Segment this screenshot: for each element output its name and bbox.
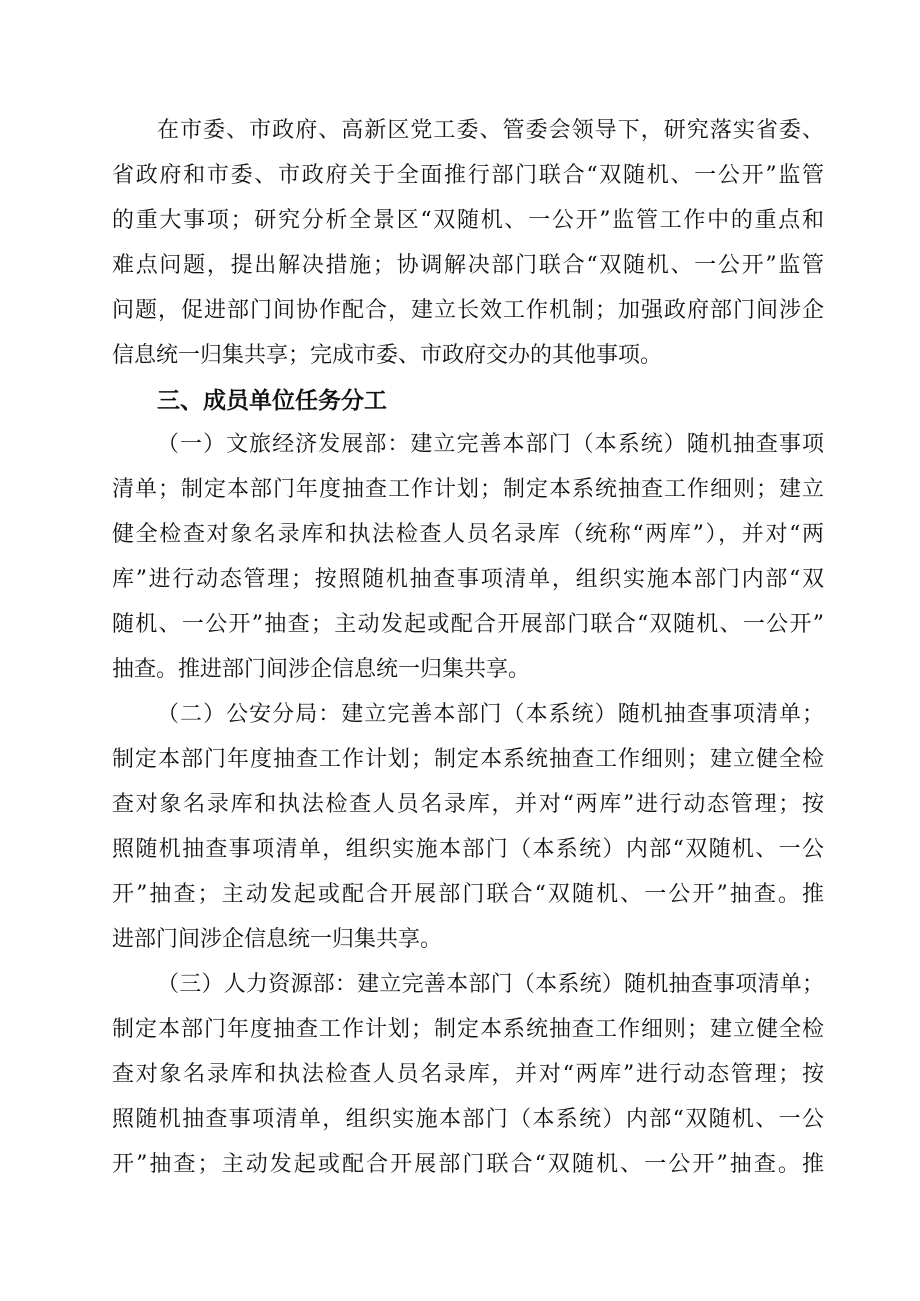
text-line: 问题，促进部门间协作配合，建立长效工作机制；加强政府部门间涉企 bbox=[112, 298, 824, 323]
text-line: 随机、一公开”抽查；主动发起或配合开展部门联合“双随机、一公开” bbox=[112, 612, 824, 637]
text-line: 照随机抽查事项清单，组织实施本部门（本系统）内部“双随机、一公 bbox=[112, 837, 824, 862]
text-line: 抽查。推进部门间涉企信息统一归集共享。 bbox=[112, 657, 531, 682]
paragraph bbox=[112, 113, 824, 383]
text-line: 开”抽查；主动发起或配合开展部门联合“双随机、一公开”抽查。推 bbox=[112, 882, 824, 907]
paragraph bbox=[112, 697, 824, 967]
text-line: 进部门间涉企信息统一归集共享。 bbox=[112, 927, 443, 952]
document-page bbox=[112, 113, 824, 1192]
text-line: 查对象名录库和执法检查人员名录库，并对“两库”进行动态管理；按 bbox=[112, 1062, 824, 1087]
text-line: 查对象名录库和执法检查人员名录库，并对“两库”进行动态管理；按 bbox=[112, 792, 824, 817]
section-heading-block bbox=[112, 383, 824, 427]
paragraph bbox=[112, 967, 824, 1192]
text-line: （三）人力资源部：建立完善本部门（本系统）随机抽查事项清单； bbox=[157, 972, 824, 997]
text-line: 健全检查对象名录库和执法检查人员名录库（统称“两库”），并对“两 bbox=[112, 522, 824, 547]
section-heading: 三、成员单位任务分工 bbox=[157, 387, 387, 414]
text-line: 的重大事项；研究分析全景区“双随机、一公开”监管工作中的重点和 bbox=[112, 208, 824, 233]
text-line: （二）公安分局：建立完善本部门（本系统）随机抽查事项清单； bbox=[157, 702, 824, 727]
text-line: 信息统一归集共享；完成市委、市政府交办的其他事项。 bbox=[112, 343, 663, 368]
paragraph bbox=[112, 427, 824, 697]
text-line: 库”进行动态管理；按照随机抽查事项清单，组织实施本部门内部“双 bbox=[112, 567, 824, 592]
text-line: 照随机抽查事项清单，组织实施本部门（本系统）内部“双随机、一公 bbox=[112, 1107, 824, 1132]
text-line: 清单；制定本部门年度抽查工作计划；制定本系统抽查工作细则；建立 bbox=[112, 477, 824, 502]
text-line: 在市委、市政府、高新区党工委、管委会领导下，研究落实省委、 bbox=[157, 118, 824, 143]
text-line: 制定本部门年度抽查工作计划；制定本系统抽查工作细则；建立健全检 bbox=[112, 747, 824, 772]
text-line: 制定本部门年度抽查工作计划；制定本系统抽查工作细则；建立健全检 bbox=[112, 1017, 824, 1042]
text-line: （一）文旅经济发展部：建立完善本部门（本系统）随机抽查事项 bbox=[157, 432, 824, 457]
text-line: 省政府和市委、市政府关于全面推行部门联合“双随机、一公开”监管 bbox=[112, 163, 824, 188]
text-line: 开”抽查；主动发起或配合开展部门联合“双随机、一公开”抽查。推 bbox=[112, 1152, 824, 1177]
text-line: 难点问题，提出解决措施；协调解决部门联合“双随机、一公开”监管 bbox=[112, 253, 824, 278]
